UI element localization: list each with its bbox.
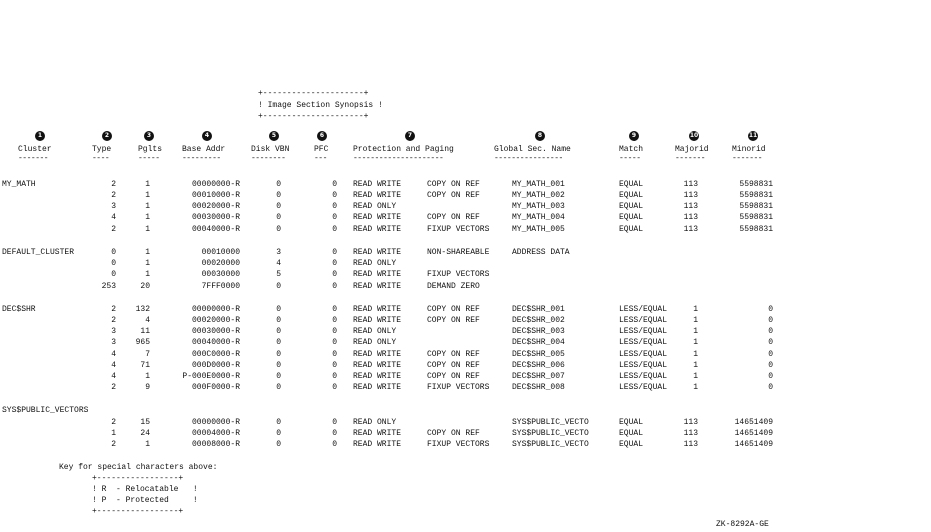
cell-paging: COPY ON REF [427,305,480,314]
column-header-11: Minorid [732,145,766,154]
cell-type: 2 [111,383,116,392]
column-underline-11: ------- [732,154,763,163]
cell-type: 4 [111,361,116,370]
column-marker-8: 8 [535,131,545,141]
cell-type: 2 [111,316,116,325]
cell-match: EQUAL [619,418,644,427]
cell-minor: 0 [768,372,773,381]
cell-prot: READ WRITE [353,270,402,279]
cell-match: EQUAL [619,191,644,200]
cell-pglts: 4 [145,316,150,325]
cell-base: 00020000-R [191,316,240,325]
cell-minor: 14651409 [734,429,773,438]
cell-gsn: DEC$SHR_001 [512,305,565,314]
cell-gsn: SYS$PUBLIC_VECTO [512,429,589,438]
column-underline-1: ------- [18,154,49,163]
cell-prot: READ ONLY [353,259,397,268]
cell-type: 1 [111,429,116,438]
cell-vbn: 0 [276,282,281,291]
cell-major: 1 [693,361,698,370]
cell-paging: COPY ON REF [427,180,480,189]
cell-pglts: 965 [135,338,150,347]
cell-base: 00040000-R [191,225,240,234]
cell-minor: 0 [768,350,773,359]
cell-pfc: 0 [332,282,337,291]
cell-paging: FIXUP VECTORS [427,383,490,392]
column-underline-10: ------- [675,154,706,163]
cell-cluster: DEC$SHR [2,305,36,314]
column-header-6: PFC [314,145,329,154]
cell-pfc: 0 [332,213,337,222]
cell-pglts: 1 [145,270,150,279]
key-bottom-border: +-----------------+ [92,507,184,516]
cell-prot: READ ONLY [353,327,397,336]
column-underline-6: --- [314,154,327,163]
cell-gsn: DEC$SHR_005 [512,350,565,359]
cell-vbn: 0 [276,180,281,189]
cell-paging: FIXUP VECTORS [427,440,490,449]
cell-paging: COPY ON REF [427,316,480,325]
column-marker-7: 7 [405,131,415,141]
cell-pfc: 0 [332,259,337,268]
cell-vbn: 0 [276,338,281,347]
column-marker-11: 11 [748,132,758,139]
cell-vbn: 3 [276,248,281,257]
cell-pfc: 0 [332,316,337,325]
cell-pfc: 0 [332,338,337,347]
cell-vbn: 0 [276,327,281,336]
cell-type: 2 [111,440,116,449]
cell-base: 00030000 [201,270,240,279]
cell-gsn: DEC$SHR_006 [512,361,565,370]
cell-pfc: 0 [332,180,337,189]
column-header-10: Majorid [675,145,709,154]
cell-minor: 14651409 [734,418,773,427]
cell-type: 2 [111,418,116,427]
cell-gsn: MY_MATH_004 [512,213,565,222]
cell-prot: READ ONLY [353,202,397,211]
column-marker-3: 3 [144,131,154,141]
cell-pglts: 1 [145,259,150,268]
cell-match: LESS/EQUAL [619,361,668,370]
cell-pfc: 0 [332,202,337,211]
cell-match: EQUAL [619,202,644,211]
column-marker-4: 4 [202,131,212,141]
cell-pfc: 0 [332,305,337,314]
column-underline-4: --------- [182,154,221,163]
cell-match: LESS/EQUAL [619,383,668,392]
column-header-4: Base Addr [182,145,226,154]
cell-vbn: 5 [276,270,281,279]
cell-vbn: 0 [276,350,281,359]
cell-pglts: 7 [145,350,150,359]
cell-base: 00008000-R [191,440,240,449]
cell-match: EQUAL [619,213,644,222]
cell-base: 00020000-R [191,202,240,211]
cell-pglts: 1 [145,213,150,222]
cell-cluster: DEFAULT_CLUSTER [2,248,75,257]
cell-pfc: 0 [332,418,337,427]
column-marker-5: 5 [269,131,279,141]
key-title: Key for special characters above: [59,463,218,472]
cell-base: 00004000-R [191,429,240,438]
cell-gsn: DEC$SHR_008 [512,383,565,392]
cell-major: 1 [693,350,698,359]
cell-prot: READ WRITE [353,191,402,200]
cell-base: 00000000-R [191,180,240,189]
cell-pfc: 0 [332,327,337,336]
cell-paging: COPY ON REF [427,372,480,381]
column-underline-3: ----- [138,154,160,163]
cell-pfc: 0 [332,248,337,257]
synopsis-title: ! Image Section Synopsis ! [258,101,383,110]
cell-pglts: 1 [145,180,150,189]
cell-prot: READ WRITE [353,361,402,370]
cell-paging: NON-SHAREABLE [427,248,490,257]
cell-pglts: 24 [140,429,150,438]
cell-match: EQUAL [619,440,644,449]
column-marker-1: 1 [35,131,45,141]
cell-pfc: 0 [332,361,337,370]
column-underline-9: ----- [619,154,641,163]
cell-minor: 5598831 [739,213,773,222]
cell-match: LESS/EQUAL [619,316,668,325]
cell-gsn: MY_MATH_005 [512,225,565,234]
cell-prot: READ WRITE [353,383,402,392]
cell-prot: READ WRITE [353,248,402,257]
cell-gsn: DEC$SHR_004 [512,338,565,347]
cell-pglts: 132 [135,305,150,314]
cell-prot: READ WRITE [353,225,402,234]
cell-major: 113 [683,202,698,211]
cell-type: 2 [111,225,116,234]
cell-pglts: 71 [140,361,150,370]
column-header-8: Global Sec. Name [494,145,571,154]
figure-id: ZK-8292A-GE [716,520,769,529]
key-line-protected: ! P - Protected ! [92,496,198,505]
cell-vbn: 0 [276,429,281,438]
cell-pglts: 20 [140,282,150,291]
cell-minor: 5598831 [739,202,773,211]
cell-minor: 5598831 [739,180,773,189]
cell-base: 00040000-R [191,338,240,347]
cell-base: 00030000-R [191,213,240,222]
cell-minor: 0 [768,305,773,314]
cell-minor: 0 [768,338,773,347]
cell-paging: COPY ON REF [427,429,480,438]
cell-gsn: MY_MATH_003 [512,202,565,211]
cell-vbn: 0 [276,213,281,222]
cell-prot: READ WRITE [353,305,402,314]
cell-major: 1 [693,338,698,347]
cell-gsn: ADDRESS DATA [512,248,570,257]
cell-type: 0 [111,259,116,268]
column-underline-7: --------------------- [353,154,444,163]
column-header-1: Cluster [18,145,52,154]
cell-prot: READ WRITE [353,429,402,438]
cell-major: 1 [693,327,698,336]
cell-match: LESS/EQUAL [619,372,668,381]
cell-pglts: 15 [140,418,150,427]
cell-paging: COPY ON REF [427,361,480,370]
key-line-relocatable: ! R - Relocatable ! [92,485,198,494]
cell-paging: COPY ON REF [427,191,480,200]
column-header-9: Match [619,145,644,154]
cell-major: 113 [683,440,698,449]
cell-base: 00010000-R [191,191,240,200]
cell-pglts: 1 [145,248,150,257]
cell-prot: READ WRITE [353,282,402,291]
cell-pglts: 1 [145,191,150,200]
cell-vbn: 0 [276,440,281,449]
cell-pfc: 0 [332,350,337,359]
cell-paging: COPY ON REF [427,350,480,359]
cell-type: 4 [111,372,116,381]
cell-type: 3 [111,338,116,347]
synopsis-bottom-border: +---------------------+ [258,112,369,121]
column-underline-2: ---- [92,154,110,163]
cell-prot: READ WRITE [353,213,402,222]
cell-paging: DEMAND ZERO [427,282,480,291]
cell-minor: 0 [768,383,773,392]
cell-base: P-000E0000-R [182,372,240,381]
cell-paging: FIXUP VECTORS [427,270,490,279]
cell-vbn: 0 [276,372,281,381]
column-header-7: Protection and Paging [353,145,454,154]
cell-base: 00010000 [201,248,240,257]
cell-major: 1 [693,383,698,392]
cell-minor: 0 [768,327,773,336]
cell-pfc: 0 [332,383,337,392]
cell-major: 113 [683,429,698,438]
cell-type: 2 [111,191,116,200]
cell-type: 0 [111,248,116,257]
cell-major: 1 [693,372,698,381]
cell-major: 113 [683,180,698,189]
cell-vbn: 0 [276,191,281,200]
cell-match: EQUAL [619,225,644,234]
cell-minor: 0 [768,361,773,370]
cell-vbn: 0 [276,383,281,392]
cell-vbn: 0 [276,225,281,234]
cell-type: 4 [111,213,116,222]
cell-type: 3 [111,327,116,336]
cell-pfc: 0 [332,372,337,381]
cell-gsn: DEC$SHR_003 [512,327,565,336]
cell-pglts: 1 [145,202,150,211]
cell-gsn: SYS$PUBLIC_VECTO [512,440,589,449]
cell-type: 253 [101,282,116,291]
cell-type: 2 [111,180,116,189]
cell-minor: 5598831 [739,225,773,234]
cell-paging: FIXUP VECTORS [427,225,490,234]
cell-gsn: DEC$SHR_007 [512,372,565,381]
cell-match: EQUAL [619,429,644,438]
column-header-2: Type [92,145,112,154]
cell-prot: READ ONLY [353,418,397,427]
cell-type: 0 [111,270,116,279]
cell-prot: READ WRITE [353,316,402,325]
cell-pfc: 0 [332,440,337,449]
cell-vbn: 0 [276,361,281,370]
cell-pfc: 0 [332,225,337,234]
cell-match: LESS/EQUAL [619,350,668,359]
cell-minor: 14651409 [734,440,773,449]
cell-major: 1 [693,316,698,325]
cell-cluster: MY_MATH [2,180,36,189]
cell-prot: READ ONLY [353,338,397,347]
column-marker-2: 2 [102,131,112,141]
cell-minor: 5598831 [739,191,773,200]
cell-type: 4 [111,350,116,359]
cell-vbn: 0 [276,305,281,314]
cell-minor: 0 [768,316,773,325]
key-top-border: +-----------------+ [92,474,184,483]
cell-major: 1 [693,305,698,314]
cell-pglts: 9 [145,383,150,392]
cell-pfc: 0 [332,429,337,438]
column-marker-6: 6 [317,131,327,141]
cell-gsn: MY_MATH_002 [512,191,565,200]
cell-base: 000D0000-R [191,361,240,370]
cell-pfc: 0 [332,191,337,200]
cell-match: LESS/EQUAL [619,338,668,347]
cell-match: LESS/EQUAL [619,327,668,336]
column-underline-8: ---------------- [494,154,563,163]
cell-prot: READ WRITE [353,372,402,381]
column-underline-5: -------- [251,154,286,163]
cell-paging: COPY ON REF [427,213,480,222]
cell-gsn: MY_MATH_001 [512,180,565,189]
cell-base: 000C0000-R [191,350,240,359]
column-marker-9: 9 [629,131,639,141]
cell-vbn: 4 [276,259,281,268]
cell-prot: READ WRITE [353,180,402,189]
cell-major: 113 [683,191,698,200]
cell-gsn: DEC$SHR_002 [512,316,565,325]
cell-pglts: 1 [145,372,150,381]
cell-major: 113 [683,225,698,234]
cell-type: 2 [111,305,116,314]
cell-pglts: 1 [145,225,150,234]
cell-base: 00030000-R [191,327,240,336]
synopsis-top-border: +---------------------+ [258,89,369,98]
cell-pglts: 11 [140,327,150,336]
cell-vbn: 0 [276,316,281,325]
cell-pfc: 0 [332,270,337,279]
cell-prot: READ WRITE [353,350,402,359]
cell-match: LESS/EQUAL [619,305,668,314]
cell-pglts: 1 [145,440,150,449]
cell-prot: READ WRITE [353,440,402,449]
cell-match: EQUAL [619,180,644,189]
cell-base: 00000000-R [191,418,240,427]
cell-type: 3 [111,202,116,211]
cell-base: 00020000 [201,259,240,268]
cell-base: 000F0000-R [191,383,240,392]
cell-base: 7FFF0000 [201,282,240,291]
column-marker-10: 10 [689,132,699,139]
cell-base: 00000000-R [191,305,240,314]
cell-vbn: 0 [276,418,281,427]
cell-cluster: SYS$PUBLIC_VECTORS [2,406,89,415]
column-header-5: Disk VBN [251,145,290,154]
cell-major: 113 [683,213,698,222]
column-header-3: Pglts [138,145,163,154]
cell-vbn: 0 [276,202,281,211]
cell-major: 113 [683,418,698,427]
cell-gsn: SYS$PUBLIC_VECTO [512,418,589,427]
